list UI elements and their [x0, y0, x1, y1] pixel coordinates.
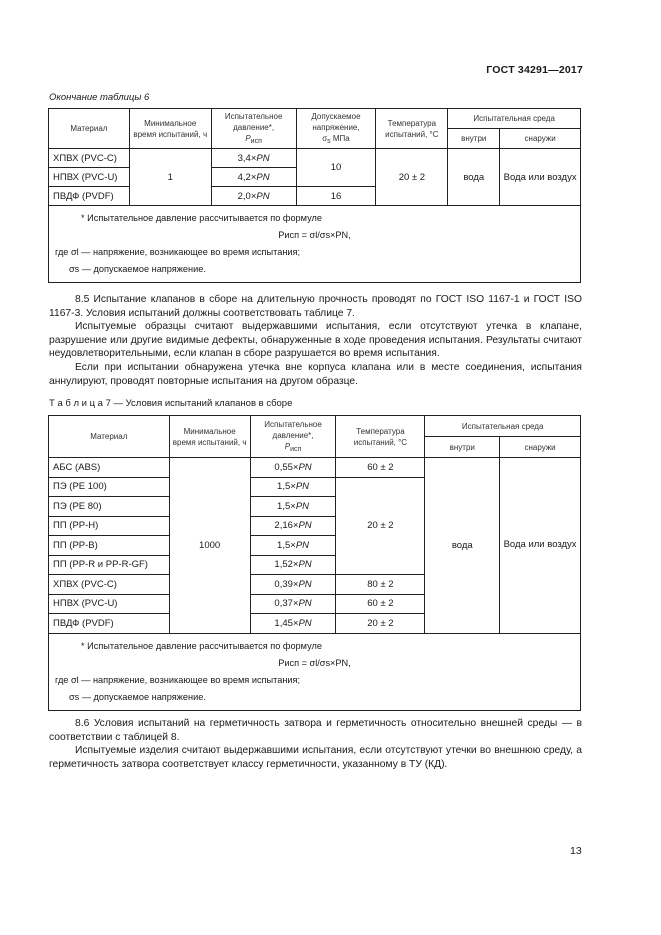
t6-header-outside: снаружи — [500, 129, 581, 149]
t6-note-where1: где σl — напряжение, возникающее во время испытания; — [55, 247, 301, 257]
t7-header-min-time: Минимальное время испытаний, ч — [169, 416, 250, 458]
t6-note-where2: σs — допускаемое напряжение. — [69, 264, 206, 274]
material-cell: ПП (PP-R и PP-R-GF) — [49, 555, 170, 575]
page-number: 13 — [570, 845, 582, 857]
t7-header-material: Материал — [49, 416, 170, 458]
pressure-cell: 4,2×PN — [211, 168, 296, 187]
t6-stress-cell: 16 — [296, 187, 376, 206]
t6-header-min-time: Минимальное время испытаний, ч — [129, 109, 211, 149]
t6-note-line: * Испытательное давление рассчитывается по формуле — [81, 213, 322, 223]
material-cell: ПП (PP-B) — [49, 536, 170, 556]
t6-footnote — [49, 206, 581, 283]
table-6 — [48, 108, 581, 283]
pressure-cell: 1,45×PN — [250, 614, 336, 634]
pressure-cell: 1,52×PN — [250, 555, 336, 575]
t6-header-pressure: Испытательное давление*, $P_{исп}$ — [211, 109, 296, 149]
t6-header-inside: внутри — [448, 129, 500, 149]
pressure-cell: 2,0×PN — [211, 187, 296, 206]
material-cell: АБС (ABS) — [49, 458, 170, 478]
t7-note-line: * Испытательное давление рассчитывается по формуле — [81, 640, 322, 651]
material-cell: ХПВХ (PVC-C) — [49, 575, 170, 595]
t7-formula: Pисп = σl/σs×PN, — [278, 657, 351, 668]
material-cell: ХПВХ (PVC-C) — [49, 149, 130, 168]
material-cell: ПП (PP-H) — [49, 516, 170, 536]
paragraph-8-5-2: Испытуемые образцы считают выдержавшими испытания, если отсутствуют утечка в клапане, разрушение или другие видимые дефекты, обнаруженные в ходе проведения испытания. Результаты считают неудовлетворительными, если клапан в сборе разрушается во время испытания. — [49, 321, 582, 360]
material-cell: ПЭ (PE 80) — [49, 497, 170, 517]
t7-header-temp: Температура испытаний, °С — [336, 416, 425, 458]
table-row — [49, 458, 581, 478]
t6-stress-cell: 10 — [296, 149, 376, 187]
material-cell: ПВДФ (PVDF) — [49, 614, 170, 634]
t6-header-material: Материал — [49, 109, 130, 149]
t6-time-cell: 1 — [129, 149, 211, 206]
pressure-cell: 1,5×PN — [250, 497, 336, 517]
t7-header-inside: внутри — [425, 437, 500, 458]
t7-time-cell: 1000 — [169, 458, 250, 634]
temp-cell: 20 ± 2 — [336, 477, 425, 575]
t6-temp-cell: 20 ± 2 — [376, 149, 448, 206]
pressure-cell: 2,16×PN — [250, 516, 336, 536]
t6-header-env: Испытательная среда — [448, 109, 581, 129]
table6-continuation-label: Окончание таблицы 6 — [49, 92, 150, 103]
pressure-cell: 0,39×PN — [250, 575, 336, 595]
paragraph-8-5-3: Если при испытании обнаружена утечка вне корпуса клапана или в месте соединения, испытания аннулируют, проводят повторные испытания на другом образце. — [49, 362, 582, 387]
t6-header-stress: Допускаемое напряжение, $\sigma_s$ МПа — [296, 109, 376, 149]
document-header: ГОСТ 34291—2017 — [486, 64, 583, 76]
t7-header-outside: снаружи — [500, 437, 581, 458]
t7-footnote — [49, 633, 581, 710]
paragraph-8-5-1: 8.5 Испытание клапанов в сборе на длительную прочность проводят по ГОСТ ISO 1167-1 и ГОСТ ISO 1167-3. Условия испытаний должны соответствовать таблице 7. — [49, 294, 582, 319]
pressure-cell: 0,55×PN — [250, 458, 336, 478]
table7-caption: Т а б л и ц а 7 — Условия испытаний клапанов в сборе — [49, 398, 293, 409]
t7-note-where1: где σl — напряжение, возникающее во время испытания; — [55, 674, 301, 685]
temp-cell: 20 ± 2 — [336, 614, 425, 634]
t6-outside-cell: Вода или воздух — [500, 149, 581, 206]
temp-cell: 60 ± 2 — [336, 594, 425, 614]
pressure-cell: 0,37×PN — [250, 594, 336, 614]
paragraph-8-6-2: Испытуемые изделия считают выдержавшими испытания, если отсутствуют утечки во внешнюю среду, а герметичность затвора соответствует классу герметичности, указанному в ТУ (КД). — [49, 745, 582, 770]
material-cell: ПВДФ (PVDF) — [49, 187, 130, 206]
t7-inside-cell: вода — [425, 458, 500, 634]
t6-header-temp: Температура испытаний, °С — [376, 109, 448, 149]
t6-formula: Pисп = σl/σs×PN, — [278, 230, 351, 240]
table-row — [49, 149, 581, 168]
t7-header-env: Испытательная среда — [425, 416, 581, 437]
t7-note-where2: σs — допускаемое напряжение. — [69, 691, 206, 702]
material-cell: НПВХ (PVC-U) — [49, 168, 130, 187]
paragraph-8-6-1: 8.6 Условия испытаний на герметичность затвора и герметичность относительно внешней среды — в соответствии с таблицей 8. — [49, 718, 582, 743]
pressure-cell: 3,4×PN — [211, 149, 296, 168]
t7-outside-cell: Вода или воздух — [500, 458, 581, 634]
material-cell: НПВХ (PVC-U) — [49, 594, 170, 614]
pressure-cell: 1,5×PN — [250, 536, 336, 556]
table-7 — [48, 415, 581, 711]
t7-header-pressure: Испытательное давление*, $P_{исп}$ — [250, 416, 336, 458]
t6-inside-cell: вода — [448, 149, 500, 206]
material-cell: ПЭ (PE 100) — [49, 477, 170, 497]
temp-cell: 80 ± 2 — [336, 575, 425, 595]
pressure-cell: 1,5×PN — [250, 477, 336, 497]
temp-cell: 60 ± 2 — [336, 458, 425, 478]
